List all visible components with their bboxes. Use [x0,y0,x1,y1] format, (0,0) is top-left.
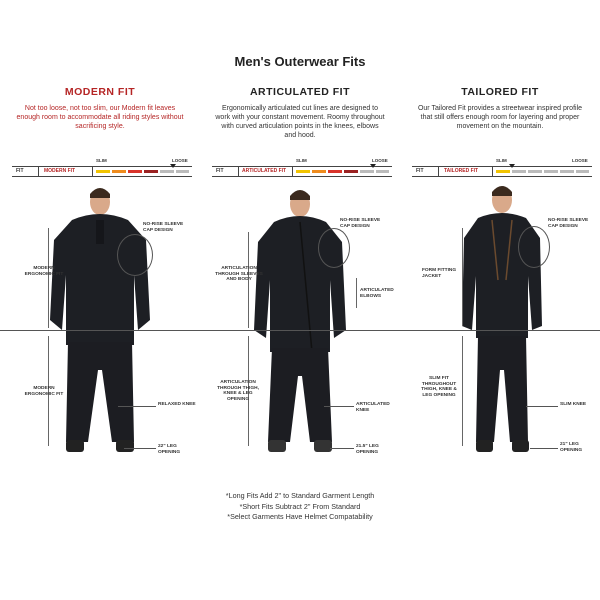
fit-title: TAILORED FIT [461,86,539,98]
upper-fit-label: ARTICULATION THROUGH SLEEVES AND BODY [215,266,263,282]
fit-title: ARTICULATED FIT [249,86,351,98]
scale-pointer [170,164,176,168]
elbows-label: ARTICULATED ELBOWS [360,288,394,299]
footnote-helmet: *Select Garments Have Helmet Compatability [227,512,373,521]
upper-fit-label: FORM FITTING JACKET [422,268,457,279]
fit-description: Our Tailored Fit provides a streetwear inspired profile that still offers enough room for layering and proper movement on the mountain. [417,105,583,130]
sleeve-label: NO-RISE SLEEVE CAP DESIGN [340,218,381,229]
scale-fit-name: ARTICULATED FIT [242,168,287,174]
footnote-short: *Short Fits Subtract 2" From Standard [239,501,361,511]
scale-fit-label: FIT [416,168,424,174]
lower-fit-label: SLIM FIT THROUGHOUT THIGH, KNEE & LEG OPENING [421,376,457,398]
sleeve-label: NO-RISE SLEEVE CAP DESIGN [143,222,184,233]
leg-opening-label: 21.5" LEG OPENING [356,444,379,455]
sleeve-label: NO-RISE SLEEVE CAP DESIGN [548,218,589,229]
model-figure [400,180,600,480]
leg-opening-label: 22" LEG OPENING [158,444,181,455]
lower-fit-label: ARTICULATION THROUGH THIGH, KNEE & LEG OPENING [217,380,259,402]
model-figure [200,180,400,480]
lower-fit-label: MODERN ERGONOMIC FIT [24,386,64,397]
fit-description: Ergonomically articulated cut lines are designed to work with your constant movement. Roomy throughout with curved articulation points in the knees, elbows and hood. [215,105,385,139]
scale-fit-label: FIT [216,168,224,174]
upper-fit-label: MODERN ERGONOMIC FIT [24,266,64,277]
scale-loose-label: LOOSE [172,158,188,163]
knee-label: SLIM KNEE [560,402,587,407]
scale-loose-label: LOOSE [572,158,588,163]
model-figure [0,180,200,480]
fit-scale [12,158,192,180]
scale-loose-label: LOOSE [372,158,388,163]
page-title: Men's Outerwear Fits [234,54,366,69]
scale-pointer [509,164,515,168]
fit-scale [412,158,592,180]
fit-title: MODERN FIT [64,86,136,98]
scale-slim-label: SLIM [496,158,507,163]
footnotes [0,491,600,523]
knee-label: RELAXED KNEE [158,402,196,407]
scale-slim-label: SLIM [96,158,107,163]
scale-slim-label: SLIM [296,158,307,163]
leg-opening-label: 21" LEG OPENING [560,442,583,453]
knee-label: ARTICULATED KNEE [356,402,390,413]
scale-fit-label: FIT [16,168,24,174]
fit-scale [212,158,392,180]
scale-fit-name: TAILORED FIT [444,168,479,174]
footnote-long: *Long Fits Add 2" to Standard Garment Length [225,491,375,500]
scale-fit-name: MODERN FIT [44,168,76,174]
fit-description: Not too loose, not too slim, our Modern fit leaves enough room to accommodate all riding styles without sacrificing style. [16,105,184,130]
scale-pointer [370,164,376,168]
